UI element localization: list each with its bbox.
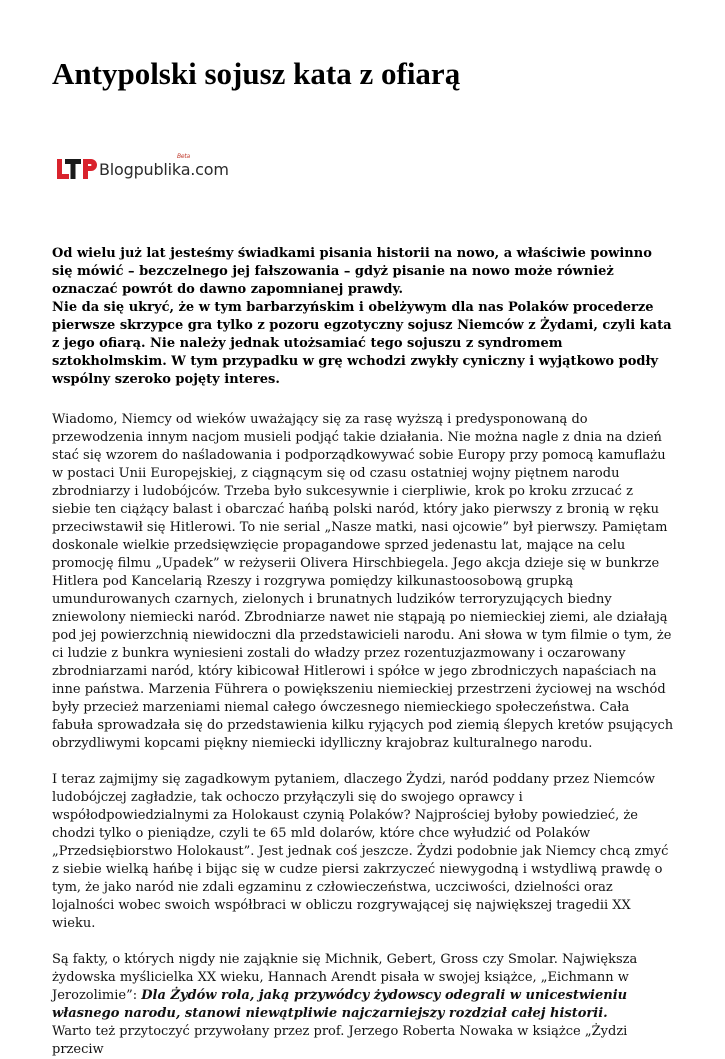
body-paragraph-3	[52, 951, 674, 1023]
article-body	[52, 245, 674, 1059]
site-logo[interactable]	[57, 152, 229, 181]
logo-beta-label: Beta	[177, 152, 191, 160]
arendt-quote: Dla Żydów rola, jaką przywódcy żydowscy odegrali w unicestwieniu własnego narodu, stanowi niewątpliwie najczarniejszy rozdział całej historii.	[52, 988, 628, 1021]
page-title: Antypolski sojusz kata z ofiarą	[52, 56, 461, 91]
blogpublika-logo-icon	[57, 158, 97, 180]
lead-paragraph-1: Od wielu już lat jesteśmy świadkami pisania historii na nowo, a właściwie powinno się mówić – bezczelnego jej fałszowania – gdyż pisanie na nowo może również oznaczać powrót do dawno zapomnianej prawdy.	[52, 246, 652, 297]
body-paragraph-2: I teraz zajmijmy się zagadkowym pytaniem, dlaczego Żydzi, naród poddany przez Niemców ludobójczej zagładzie, tak ochoczo przyłączyli się do swojego oprawcy i współodpowiedzialnymi za Holokaust czynią Polaków? Najprościej byłoby powiedzieć, że chodzi tylko o pieniądze, czyli te 65 mld dolarów, które chce wyłudzić od Polaków „Przedsiębiorstwo Holokaust”. Jest jednak coś jeszcze. Żydzi podobnie jak Niemcy chcą zmyć z siebie wielką hańbę i bijąc się w cudze piersi zakrzyczeć niewygodną i wstydliwą prawdę o tym, że jako naród nie zdali egzaminu z człowieczeństwa, uczciwości, dzielności oraz lojalności wobec swoich współbraci w obliczu rozgrywającej się największej tragedii XX wieku.	[52, 772, 669, 931]
logo-name: Blogpublika.com	[99, 159, 229, 179]
body-paragraph-4: Warto też przytoczyć przywołany przez prof. Jerzego Roberta Nowaka w książce „Żydzi przeciw	[52, 1024, 628, 1057]
logo-wordmark	[99, 152, 229, 179]
body-paragraph-1: Wiadomo, Niemcy od wieków uważający się za rasę wyższą i predysponowaną do przewodzenia innym nacjom musieli podjąć takie działania. Nie można nagle z dnia na dzień stać się wzorem do naśladowania i podporządkowywać sobie Europy przy pomocą kamuflażu w postaci Unii Europejskiej, z ciągnącym się od czasu ostatniej wojny piętnem narodu zbrodniarzy i ludobójców. Trzeba było sukcesywnie i cierpliwie, krok po kroku zrzucać z siebie ten ciążący balast i obarczać hańbą polski naród, który jako pierwszy z bronią w ręku przeciwstawił się Hitlerowi. To nie serial „Nasze matki, nasi ojcowie” był pierwszy. Pamiętam doskonale wielkie przedsięwzięcie propagandowe sprzed jedenastu lat, mające na celu promocję filmu „Upadek” w reżyserii Olivera Hirschbiegela. Jego akcja dzieje się w bunkrze Hitlera pod Kancelarią Rzeszy i rozgrywa pomiędzy kilkunastoosobową grupką umundurowanych czarnych, zielonych i brunatnych ludzików terroryzujących biedny zniewolony niemiecki naród. Zbrodniarze nawet nie stąpają po niemieckiej ziemi, ale działają pod jej powierzchnią niewidoczni dla przedstawicieli narodu. Ani słowa w tym filmie o tym, że ci ludzie z bunkra wyniesieni zostali do władzy przez rozentuzjazmowany i oczarowany zbrodniarzami naród, który kibicował Hitlerowi i spółce w jego zbrodniczych napaściach na inne państwa. Marzenia Führera o powiększeniu niemieckiej przestrzeni życiowej na wschód były przecież marzeniami niemal całego ówczesnego niemieckiego społeczeństwa. Cała fabuła sprowadzała się do przedstawienia kilku ryjących pod ziemią ślepych kretów psujących obrzydliwymi kopcami piękny niemiecki idylliczny krajobraz kulturalnego narodu.	[52, 412, 674, 751]
paragraph-text: Są fakty, o których nigdy nie zająknie się Michnik, Gebert, Gross czy Smolar. Największa żydowska myślicielka XX wieku, Hannach Arendt pisała w swojej książce, „Eichmann w Jerozolimie”:	[52, 952, 638, 1003]
lead-paragraph-2: Nie da się ukryć, że w tym barbarzyńskim i obelżywym dla nas Polaków procederze pierwsze skrzypce gra tylko z pozoru egzotyczny sojusz Niemców z Żydami, czyli kata z jego ofiarą. Nie należy jednak utożsamiać tego sojuszu z syndromem sztokholmskim. W tym przypadku w grę wchodzi zwykły cyniczny i wyjątkowo podły wspólny szeroko pojęty interes.	[52, 300, 672, 387]
